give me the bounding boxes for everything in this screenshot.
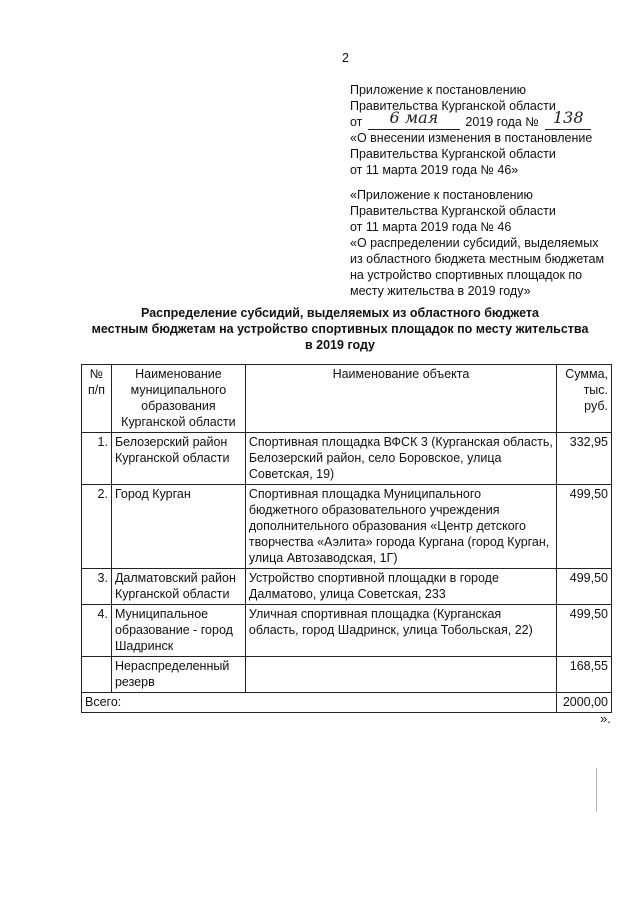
appendix-line: от 11 марта 2019 года № 46» [350,163,519,177]
table-row [82,485,612,569]
appendix2-line: «О распределении субсидий, выделяемых [350,236,599,250]
appendix-date-line [350,108,620,130]
row-municipality: Далматовский район Курганской области [111,569,245,605]
appendix2-line: месту жительства в 2019 году» [350,284,531,298]
appendix2-line: на устройство спортивных площадок по [350,268,583,282]
row-num: 2. [82,485,112,569]
closing-quote: ». [600,711,611,726]
appendix-line: Правительства Курганской области [350,147,556,161]
row-num: 4. [82,605,112,657]
date-suffix: 2019 года № [465,115,539,129]
header-municipality: Наименование муниципального образования Курганской области [111,365,245,433]
appendix-line: Правительства Курганской области [350,99,556,113]
row-sum: 499,50 [557,485,612,569]
row-sum: 499,50 [557,569,612,605]
row-object: Уличная спортивная площадка (Курганская область, город Шадринск, улица Тобольская, 22) [245,605,556,657]
appendix2-line: от 11 марта 2019 года № 46 [350,220,512,234]
table-row [82,605,612,657]
appendix2-line: из областного бюджета местным бюджетам [350,252,605,266]
row-object: Устройство спортивной площадки в городе Далматово, улица Советская, 233 [245,569,556,605]
row-object: Спортивная площадка Муниципального бюджетного образовательного учреждения дополнительного образования «Центр детского творчества «Аэлита» города Кургана (город Курган, улица Автозаводская, 1Г) [245,485,556,569]
appendix-line: Приложение к постановлению [350,83,526,97]
row-num: 1. [82,433,112,485]
row-municipality: Нераспределенный резерв [111,657,245,693]
title-line: местным бюджетам на устройство спортивных площадок по месту жительства [91,322,589,336]
table-row [82,433,612,485]
row-sum: 332,95 [557,433,612,485]
total-sum: 2000,00 [557,693,612,713]
appendix2-line: «Приложение к постановлению [350,188,533,202]
total-label: Всего: [82,693,557,713]
date-fill [368,108,460,130]
row-num [82,657,112,693]
appendix2-line: Правительства Курганской области [350,204,556,218]
row-num: 3. [82,569,112,605]
row-municipality: Белозерский район Курганской области [111,433,245,485]
appendix-line: «О внесении изменения в постановление [350,131,593,145]
title-line: в 2019 году [305,338,375,352]
row-object [245,657,556,693]
title-line: Распределение субсидий, выделяемых из областного бюджета [141,306,539,320]
table-row [82,569,612,605]
original-appendix-header [350,187,620,299]
scan-mark [596,768,597,812]
row-sum: 499,50 [557,605,612,657]
header-sum: Сумма, тыс. руб. [557,365,612,433]
subsidy-table [81,364,612,713]
row-municipality: Муниципальное образование - город Шадринск [111,605,245,657]
table-row-reserve [82,657,612,693]
header-num: № п/п [82,365,112,433]
handwritten-number: 138 [552,108,584,127]
number-fill [545,108,591,130]
appendix-header [350,82,620,178]
row-sum: 168,55 [557,657,612,693]
document-title [60,305,620,353]
row-municipality: Город Курган [111,485,245,569]
page-number: 2 [342,51,349,65]
table-header-row [82,365,612,433]
date-prefix: от [350,115,363,129]
row-object: Спортивная площадка ВФСК 3 (Курганская область, Белозерский район, село Боровское, улица Советская, 19) [245,433,556,485]
header-object: Наименование объекта [245,365,556,433]
handwritten-date: 6 мая [389,108,439,127]
table-total-row [82,693,612,713]
